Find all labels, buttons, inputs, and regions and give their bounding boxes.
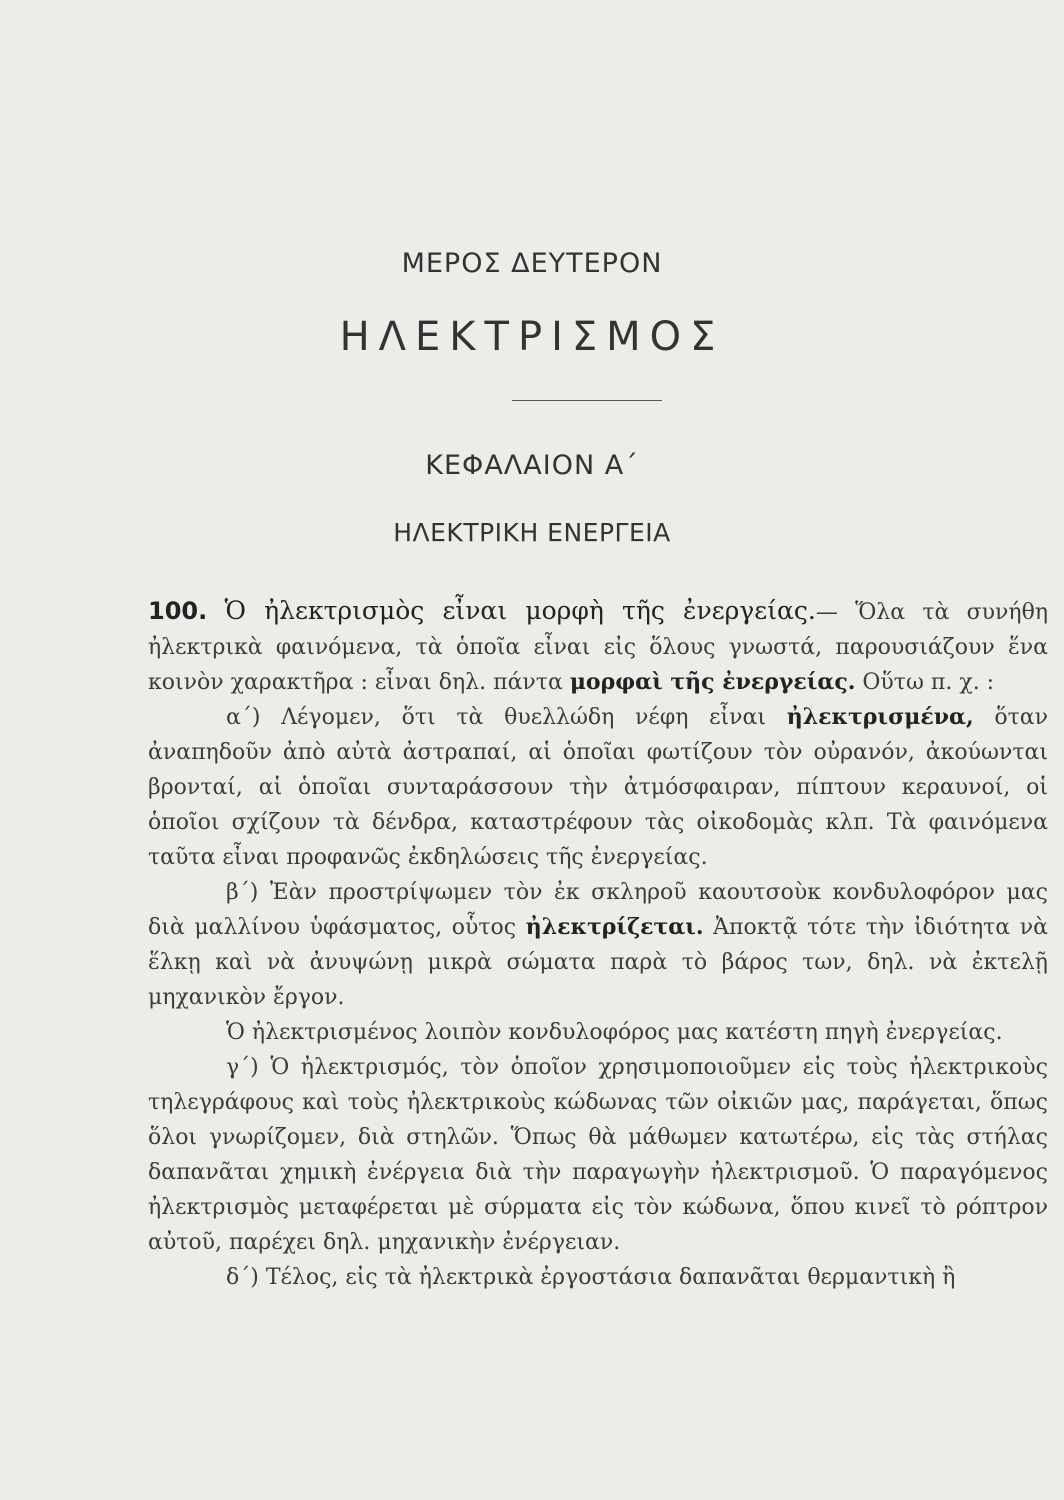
paragraph-delta: δ΄) Τέλος, εἰς τὰ ἠλεκτρικὰ ἐργοστάσια δαπανᾶται θερμαντικὴ ἢ (226, 1265, 956, 1290)
part-heading: ΜΕΡΟΣ ΔΕΥΤΕΡΟΝ (401, 248, 663, 279)
alpha-text: α΄) Λέγομεν, ὅτι τὰ θυελλώδη νέφη εἶναι (226, 705, 787, 730)
subject-title: ΗΛΕΚΤΡΙΣΜΟΣ (339, 314, 725, 360)
alpha-text-end: ὅταν ἀναπηδοῦν ἀπὸ αὐτὰ ἀστραπαί, αἱ ὁποῖαι φωτίζουν τὸν οὐρανόν, ἀκούωνται βρονταί, αἱ ὁποῖαι συνταράσσουν τὴν ἀτμόσφαιραν, πίπτουν κεραυνοί, οἱ ὁποῖοι σχίζουν τὰ δένδρα, καταστρέφουν τὰς οἰκοδομὰς κλπ. Τὰ φαινόμενα ταῦτα εἶναι προφανῶς ἐκδηλώσεις τῆς ἐνεργείας. (148, 705, 1048, 870)
alpha-emphasis: ἠλεκτρισμένα, (786, 704, 974, 730)
intro-text: — Ὅλα τὰ συνήθη ἠλεκτρικὰ φαινόμενα, τὰ ὁποῖα εἶναι εἰς ὅλους γνωστά, παρουσιάζουν ἕνα κοινὸν χαρακτῆρα : εἶναι δηλ. πάντα (148, 600, 1048, 695)
paragraph-intro (148, 593, 1048, 700)
paragraph-alpha (148, 700, 1048, 875)
beta-text: β΄) Ἐὰν προστρίψωμεν τὸν ἐκ σκληροῦ καουτσοὺκ κονδυλοφόρον μας διὰ μαλλίνου ὑφάσματος, οὗτος (148, 880, 1048, 940)
chapter-title: ΗΛΕΚΤΡΙΚΗ ΕΝΕΡΓΕΙΑ (393, 518, 671, 547)
paragraph-beta (148, 875, 1048, 1015)
intro-text-end: Οὕτω π. χ. : (855, 670, 995, 695)
paragraph-beta-conclusion: Ὁ ἠλεκτρισμένος λοιπὸν κονδυλοφόρος μας κατέστη πηγὴ ἐνεργείας. (226, 1020, 1003, 1045)
section-number: 100. (148, 597, 208, 625)
chapter-heading: ΚΕΦΑΛΑΙΟΝ Α΄ (425, 450, 639, 481)
paragraph-gamma: γ΄) Ὁ ἠλεκτρισμός, τὸν ὁποῖον χρησιμοποιοῦμεν εἰς τοὺς ἠλεκτρικοὺς τηλεγράφους καὶ τοὺς ἠλεκτρικοὺς κώδωνας τῶν οἰκιῶν μας, παράγεται, ὅπως ὅλοι γνωρίζομεν, διὰ στηλῶν. Ὅπως θὰ μάθωμεν κατωτέρω, εἰς τὰς στήλας δαπανᾶται χημικὴ ἐνέργεια διὰ τὴν παραγωγὴν ἠλεκτρισμοῦ. Ὁ παραγόμενος ἠλεκτρισμὸς μεταφέρεται μὲ σύρματα εἰς τὸν κώδωνα, ὅπου κινεῖ τὸ ρόπτρον αὐτοῦ, παρέχει δηλ. μηχανικὴν ἐνέργειαν. (148, 1055, 1048, 1255)
beta-text-end: Ἀποκτᾷ τότε τὴν ἰδιότητα νὰ ἕλκῃ καὶ νὰ ἀνυψώνῃ μικρὰ σώματα παρὰ τὸ βάρος των, δηλ. νὰ ἐκτελῇ μηχανικὸν ἔργον. (148, 915, 1048, 1010)
divider (512, 400, 662, 401)
intro-emphasis: μορφαὶ τῆς ἐνεργείας. (569, 669, 856, 695)
section-lead: Ὁ ἠλεκτρισμὸς εἶναι μορφὴ τῆς ἐνεργείας. (224, 596, 816, 625)
body-text (148, 593, 1048, 1295)
beta-emphasis: ἠλεκτρίζεται. (525, 914, 704, 940)
